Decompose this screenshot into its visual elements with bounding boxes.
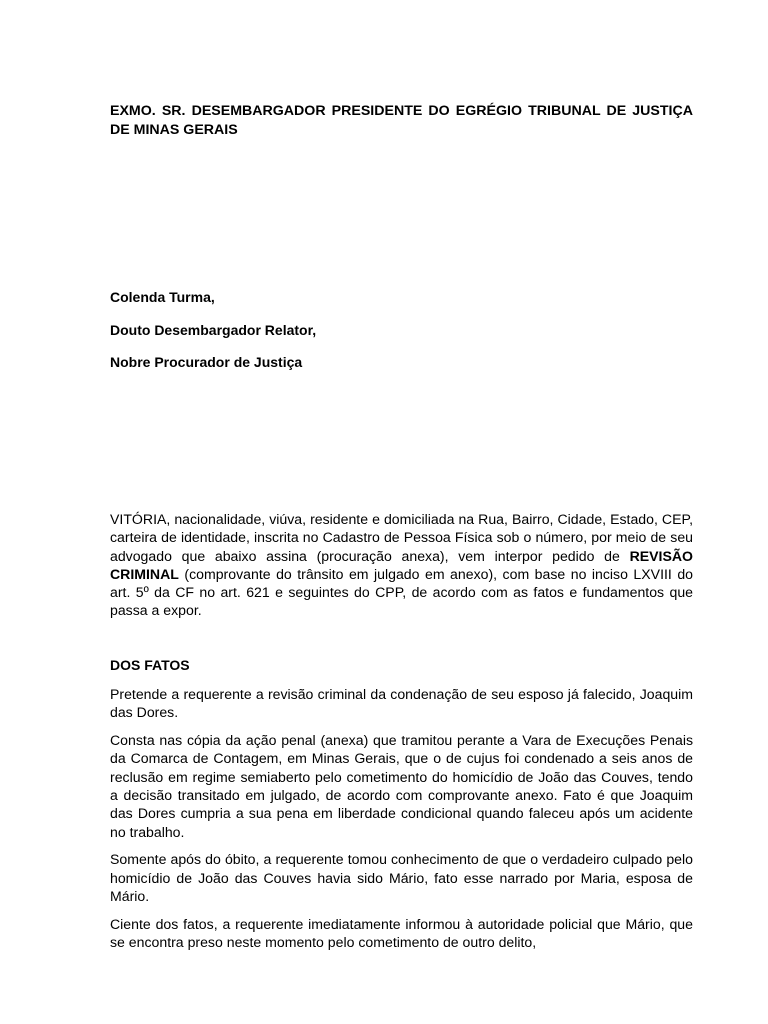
salutation-line: Douto Desembargador Relator,	[110, 321, 317, 338]
salutation-line: Colenda Turma,	[110, 289, 215, 305]
section-title: DOS FATOS	[110, 657, 190, 673]
intro-text-after: (comprovante do trânsito em julgado em anexo), com base no inciso LXVIII do art. 5º da CF no art. 621 e seguintes do CPP, de acordo com as fatos e fundamentos que passa a expor.	[110, 565, 693, 619]
body-paragraph: Pretende a requerente a revisão criminal da condenação de seu esposo já falecido, Joaquim das Dores.	[110, 686, 693, 721]
body-paragraph: Consta nas cópia da ação penal (anexa) que tramitou perante a Vara de Execuções Penais da Comarca de Contagem, em Minas Gerais, que o de cujus foi condenado a seis anos de reclusão em regime semiaberto pelo cometimento do homicídio de João das Couves, tendo a decisão transitado em julgado, de acordo com comprovante anexo. Fato é que Joaquim das Dores cumpria a sua pena em liberdade condicional quando faleceu após um acidente no trabalho.	[110, 732, 693, 840]
intro-paragraph	[110, 510, 693, 620]
facts-section	[110, 685, 693, 961]
intro-text-before: VITÓRIA, nacionalidade, viúva, residente e domiciliada na Rua, Bairro, Cidade, Estado, CEP, carteira de identidade, inscrita no Cadastro de Pessoa Física sob o número, por meio de seu advogado que abaixo assina (procuração anexa), vem interpor pedido de	[110, 511, 693, 564]
salutations	[110, 288, 693, 386]
intro-emphasis: REVISÃO CRIMINAL	[110, 547, 693, 582]
body-paragraph: Somente após do óbito, a requerente tomou conhecimento de que o verdadeiro culpado pelo homicídio de João das Couves havia sido Mário, fato esse narrado por Maria, esposa de Mário.	[110, 851, 693, 904]
document-header: EXMO. SR. DESEMBARGADOR PRESIDENTE DO EGRÉGIO TRIBUNAL DE JUSTIÇA DE MINAS GERAIS	[110, 103, 693, 138]
salutation-line: Nobre Procurador de Justiça	[110, 354, 303, 370]
body-paragraph: Ciente dos fatos, a requerente imediatamente informou à autoridade policial que Mário, que se encontra preso neste momento pelo cometimento de outro delito,	[110, 915, 693, 951]
